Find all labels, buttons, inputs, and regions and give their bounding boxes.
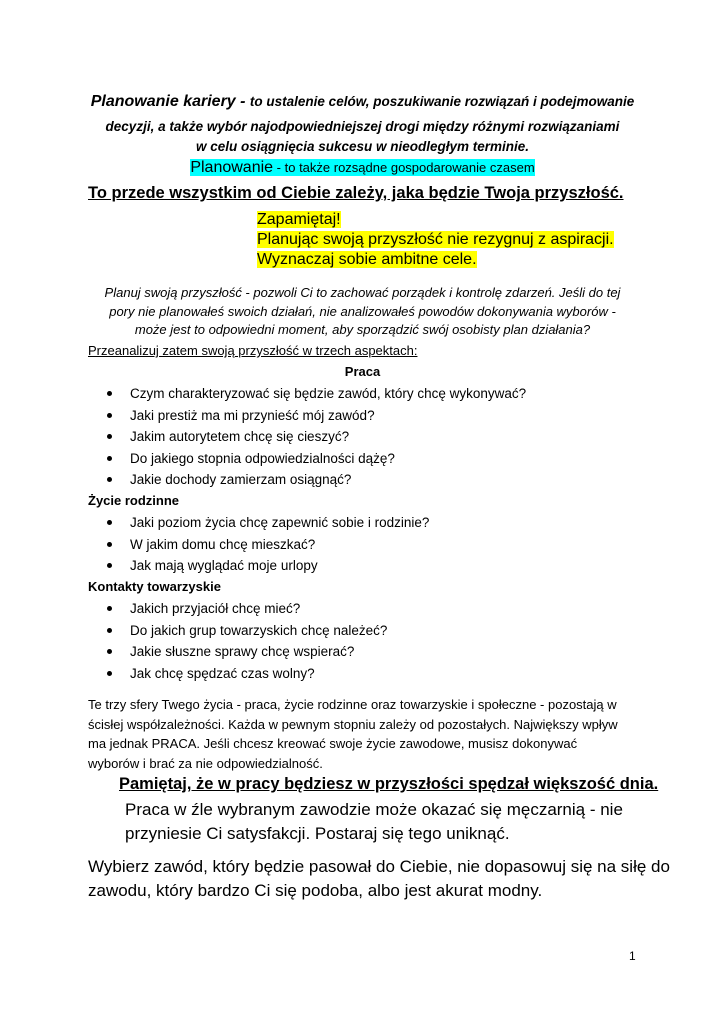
social-question-list xyxy=(130,598,387,684)
bullet-icon xyxy=(107,520,112,525)
section-title-work: Praca xyxy=(344,364,381,379)
choose-profession: Wybierz zawód, który będzie pasował do Ciebie, nie dopasowuj się na siłę do zawodu, który bardzo Ci się podoba, albo jest akurat modny. xyxy=(88,857,670,900)
list-item: Do jakiego stopnia odpowiedzialności dążę? xyxy=(130,448,526,470)
list-item: W jakim domu chcę mieszkać? xyxy=(130,534,429,556)
work-warning: Praca w źle wybranym zawodzie może okazać się męczarnią - nie przyniesie Ci satysfakcji. Postaraj się tego uniknąć. xyxy=(125,800,623,843)
list-item: Jaki poziom życia chcę zapewnić sobie i rodzinie? xyxy=(130,512,429,534)
list-item: Czym charakteryzować się będzie zawód, który chcę wykonywać? xyxy=(130,383,526,405)
remember-line-3: Wyznaczaj sobie ambitne cele. xyxy=(257,251,477,268)
analyze-heading: Przeanalizuj zatem swoją przyszłość w trzech aspektach: xyxy=(88,343,418,358)
section-title-social: Kontakty towarzyskie xyxy=(88,579,221,594)
intro-line-2: pory nie planowałeś swoich działań, nie analizowałeś powodów dokonywania wyborów - xyxy=(109,304,616,319)
list-item: Jakich przyjaciół chcę mieć? xyxy=(130,598,387,620)
intro-line-1: Planuj swoją przyszłość - pozwoli Ci to zachować porządek i kontrolę zdarzeń. Jeśli do tej xyxy=(104,285,621,300)
bullet-icon xyxy=(107,606,112,611)
remember-line-2: Planując swoją przyszłość nie rezygnuj z aspiracji. xyxy=(257,231,614,248)
section-title-family: Życie rodzinne xyxy=(88,493,180,508)
list-item: Do jakich grup towarzyskich chcę należeć? xyxy=(130,620,387,642)
header-line-2: decyzji, a także wybór najodpowiedniejszej drogi między różnymi rozwiązaniami xyxy=(105,119,620,134)
planning-highlight xyxy=(190,159,534,176)
list-item: Jak chcę spędzać czas wolny? xyxy=(130,663,387,685)
planning-word: Planowanie xyxy=(190,159,274,176)
bullet-icon xyxy=(107,542,112,547)
bullet-icon xyxy=(107,671,112,676)
list-item: Jakim autorytetem chcę się cieszyć? xyxy=(130,426,526,448)
remember-line-1: Zapamiętaj! xyxy=(257,211,341,228)
header-line-3: w celu osiągnięcia sukcesu w nieodległym terminie. xyxy=(195,139,530,154)
planning-time-line xyxy=(0,159,725,177)
header-line-1 xyxy=(0,93,725,111)
bullet-icon xyxy=(107,434,112,439)
intro-line-3: może jest to odpowiedni moment, aby sporządzić swój osobisty plan działania? xyxy=(134,322,591,337)
list-item: Jak mają wyglądać moje urlopy xyxy=(130,555,429,577)
work-question-list xyxy=(130,383,526,491)
list-item: Jaki prestiż ma mi przynieść mój zawód? xyxy=(130,405,526,427)
header-definition: to ustalenie celów, poszukiwanie rozwiązań i podejmowanie xyxy=(249,94,635,109)
bullet-icon xyxy=(107,563,112,568)
family-question-list xyxy=(130,512,429,577)
list-item: Jakie dochody zamierzam osiągnąć? xyxy=(130,469,526,491)
remember-block xyxy=(257,210,614,270)
main-heading: To przede wszystkim od Ciebie zależy, jaka będzie Twoja przyszłość. xyxy=(88,184,624,202)
bullet-icon xyxy=(107,413,112,418)
planning-rest: - to także rozsądne gospodarowanie czasem xyxy=(273,160,535,175)
bullet-icon xyxy=(107,391,112,396)
bullet-icon xyxy=(107,456,112,461)
bullet-icon xyxy=(107,628,112,633)
list-item: Jakie słuszne sprawy chcę wspierać? xyxy=(130,641,387,663)
bullet-icon xyxy=(107,649,112,654)
bullet-icon xyxy=(107,477,112,482)
remember-work-heading: Pamiętaj, że w pracy będziesz w przyszłości spędzał większość dnia. xyxy=(119,775,659,793)
page-number: 1 xyxy=(629,949,636,963)
spheres-paragraph: Te trzy sfery Twego życia - praca, życie rodzinne oraz towarzyskie i społeczne - pozostają w ścisłej współzależności. Każda w pewnym stopniu zależy od pozostałych. Największy wpływ ma jednak PRACA. Jeśli chcesz kreować swoje życie zawodowe, musisz dokonywać wyborów i brać za nie odpowiedzialność. xyxy=(88,697,618,771)
header-title: Planowanie kariery - xyxy=(90,93,250,110)
